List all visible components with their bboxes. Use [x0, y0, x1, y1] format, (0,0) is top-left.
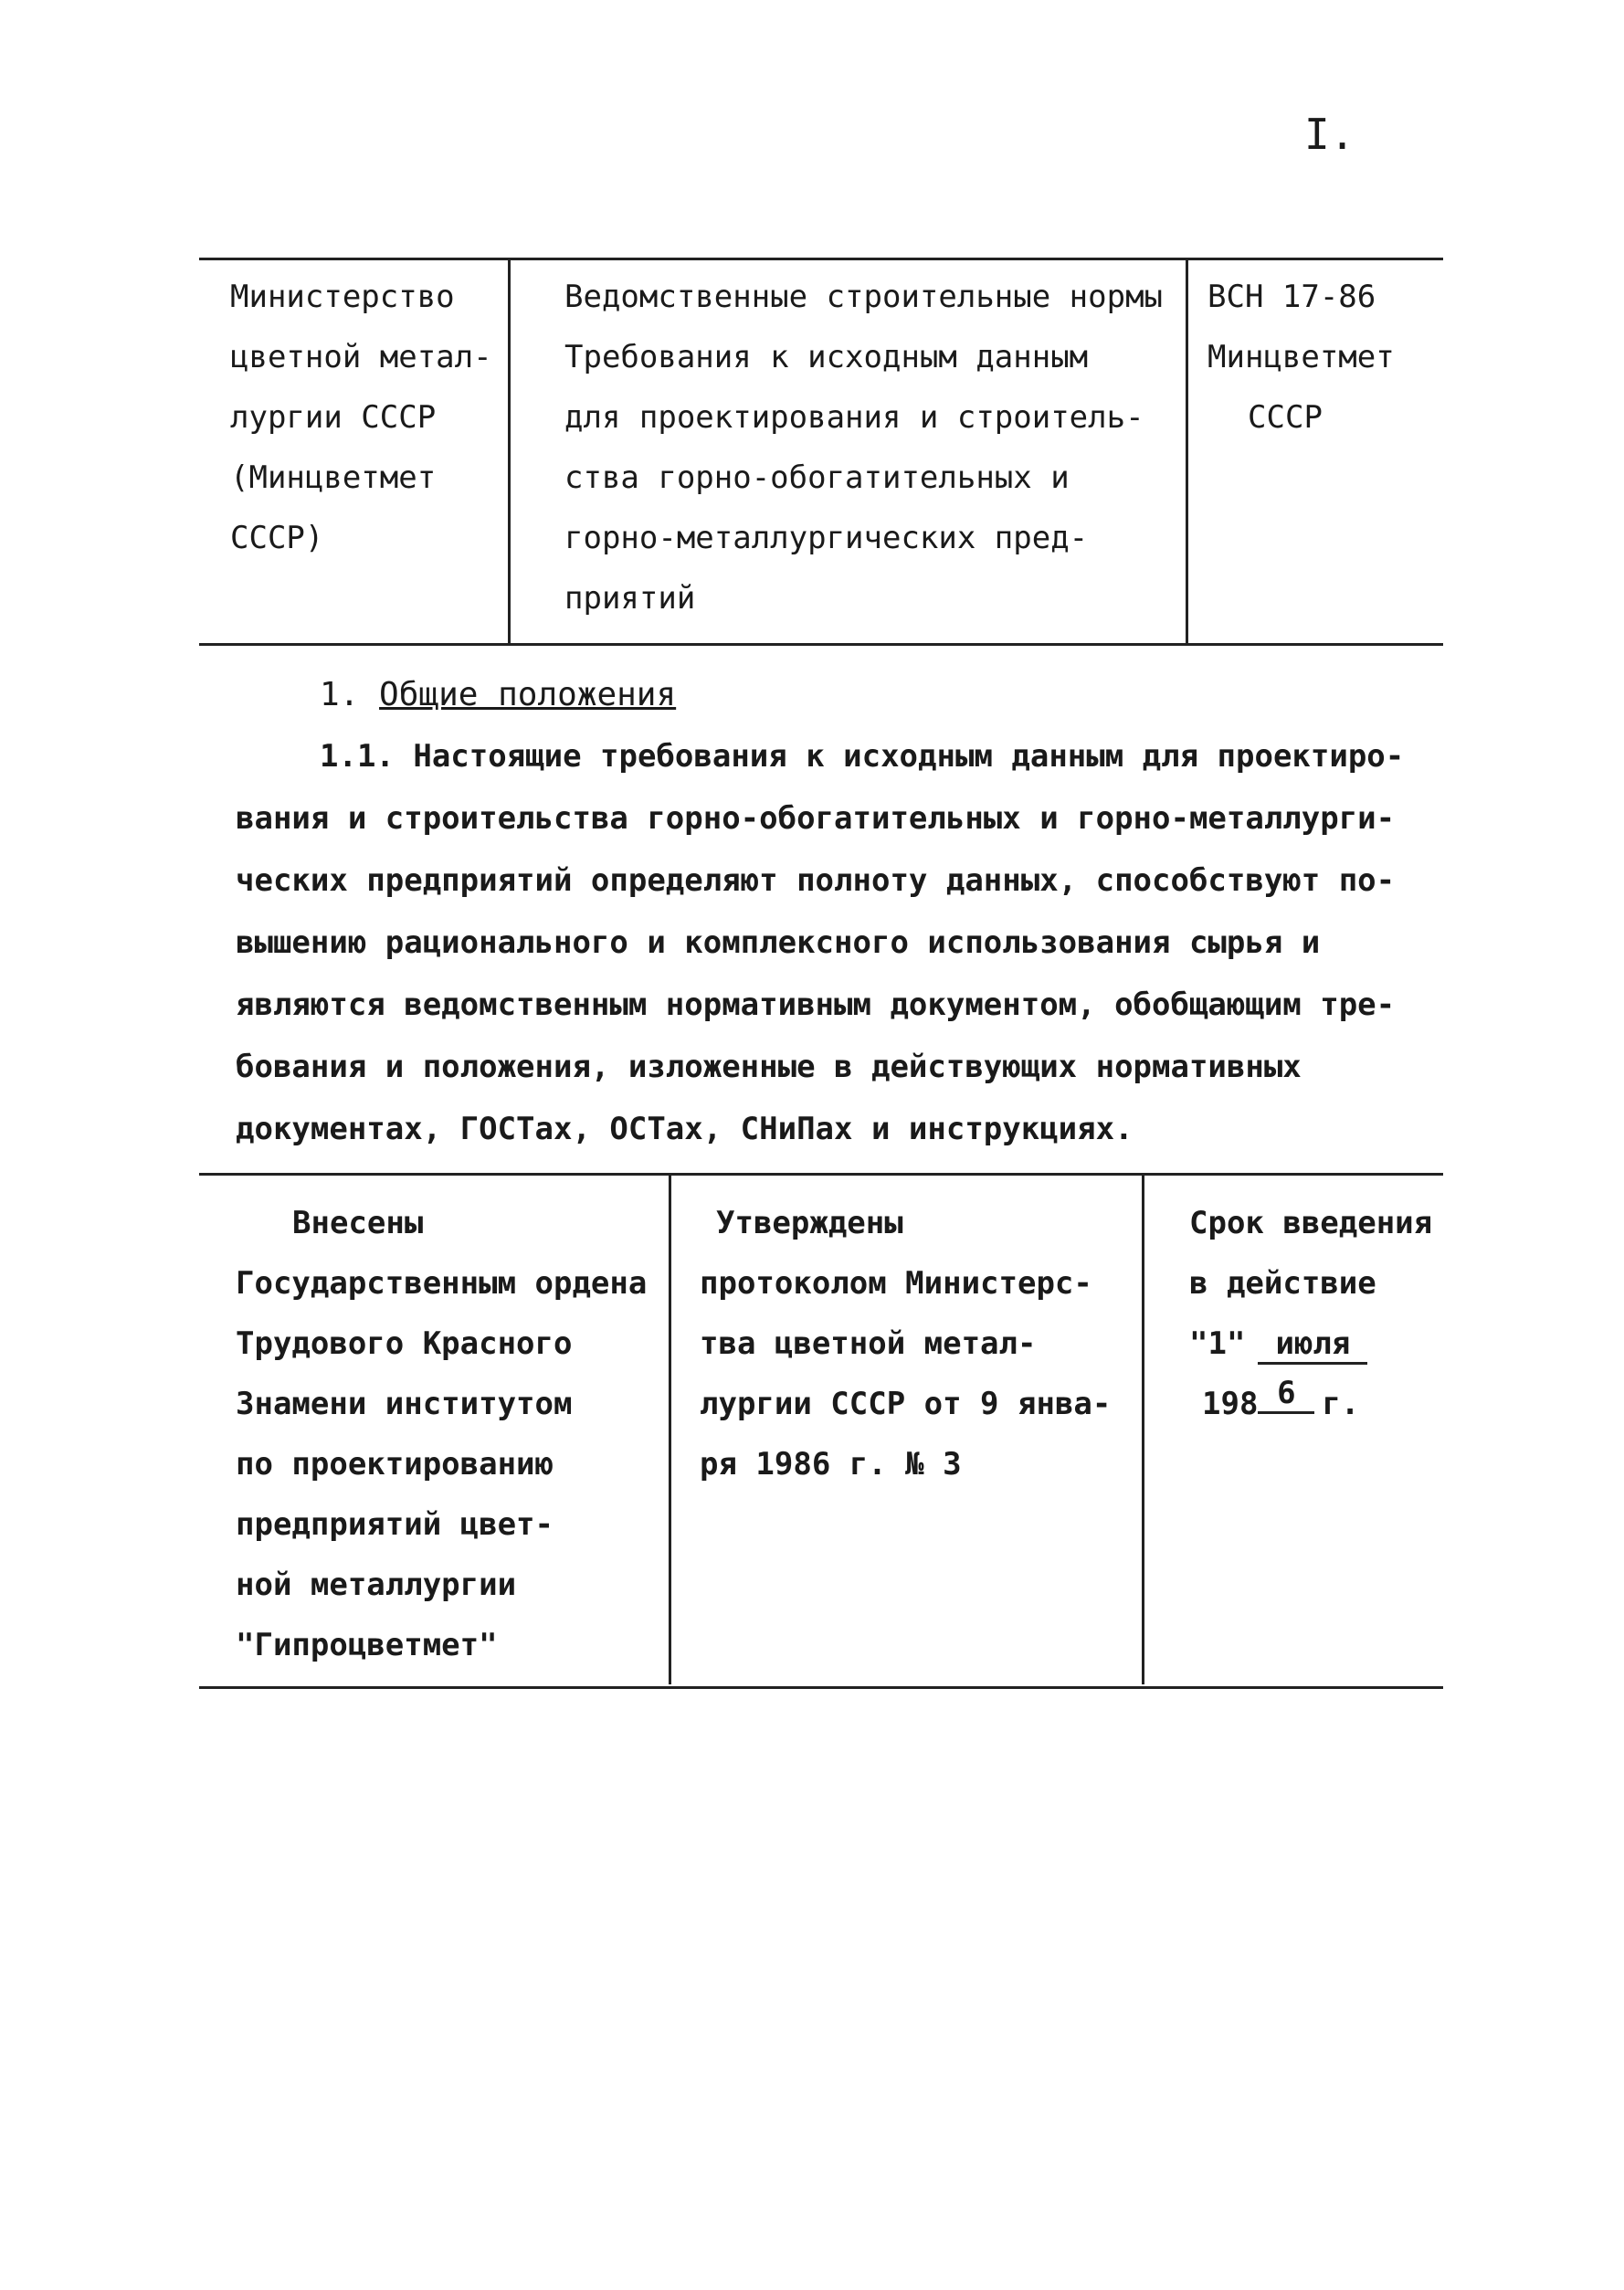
approved-title: Утверждены — [716, 1205, 903, 1241]
paragraph-line: вышению рационального и комплексного использования сырья и — [236, 924, 1321, 961]
paragraph-line: 1.1. Настоящие требования к исходным данным для проектиро- — [320, 738, 1405, 775]
document-code: ВСН 17-86 — [1207, 279, 1376, 315]
effective-year-suffix: г. — [1322, 1386, 1360, 1422]
header-bottom-rule — [199, 643, 1443, 646]
footer-divider-left — [669, 1173, 671, 1684]
footer-bottom-rule — [199, 1686, 1443, 1689]
code-org-line: Минцветмет — [1207, 339, 1395, 375]
org-line: Министерство — [230, 279, 455, 315]
introduced-line: Государственным ордена — [236, 1265, 648, 1302]
title-line: для проектирования и строитель- — [564, 399, 1144, 436]
paragraph-line: вания и строительства горно-обогатительных и горно-металлурги- — [236, 800, 1396, 837]
effective-year — [1189, 1374, 1445, 1434]
effective-day: "1" — [1189, 1325, 1246, 1362]
effective-date-block — [1189, 1193, 1445, 1434]
code-org-line: СССР — [1248, 399, 1323, 436]
effective-month: июля — [1258, 1325, 1367, 1365]
header-document-title — [564, 267, 1163, 628]
introduced-line: "Гипроцветмет" — [236, 1627, 498, 1663]
paragraph-line: бования и положения, изложенные в действующих нормативных — [236, 1049, 1302, 1085]
effective-year-prefix: 198 — [1202, 1386, 1259, 1422]
header-top-rule — [199, 258, 1443, 260]
effective-year-digit: 6 — [1258, 1375, 1314, 1414]
org-line: лургии СССР — [230, 399, 437, 436]
approved-line: лургии СССР от 9 янва- — [700, 1386, 1112, 1422]
approved-line: протоколом Министерс- — [700, 1265, 1092, 1302]
title-line: приятий — [564, 580, 696, 617]
introduced-title: Внесены — [292, 1205, 424, 1241]
introduced-line: по проектированию — [236, 1446, 554, 1483]
header-divider-left — [508, 258, 511, 645]
effective-day-month — [1189, 1314, 1445, 1374]
header-organization — [230, 267, 492, 568]
introduced-by — [236, 1193, 647, 1675]
approved-line: ря 1986 г. № 3 — [700, 1446, 962, 1483]
approved-line: тва цветной метал- — [700, 1325, 1037, 1362]
approved-by — [700, 1193, 1111, 1494]
introduced-line: Знамени институтом — [236, 1386, 573, 1422]
title-line: Требования к исходным данным — [564, 339, 1089, 375]
header-divider-right — [1186, 258, 1188, 645]
paragraph-line: являются ведомственным нормативным документом, обобщающим тре- — [236, 987, 1396, 1023]
title-line: горно-металлургических пред- — [564, 520, 1089, 556]
page-number: I. — [1304, 110, 1355, 159]
section-heading — [320, 665, 676, 725]
title-line: ства горно-обогатительных и — [564, 459, 1070, 496]
introduced-line: ной металлургии — [236, 1567, 517, 1603]
effective-label: Срок введения — [1189, 1205, 1433, 1241]
introduced-line: Трудового Красного — [236, 1325, 573, 1362]
org-line: СССР) — [230, 520, 324, 556]
norm-type: Ведомственные строительные нормы — [564, 279, 1164, 315]
paragraph-line: ческих предприятий определяют полноту данных, способствуют по- — [236, 862, 1396, 899]
section-title: Общие положения — [379, 676, 677, 713]
paragraph-line: документах, ГОСТах, ОСТах, СНиПах и инструкциях. — [236, 1111, 1134, 1147]
section-number: 1. — [320, 676, 360, 713]
footer-top-rule — [199, 1173, 1443, 1176]
effective-label: в действие — [1189, 1265, 1376, 1302]
org-line: (Минцветмет — [230, 459, 437, 496]
org-line: цветной метал- — [230, 339, 492, 375]
introduced-line: предприятий цвет- — [236, 1506, 554, 1543]
paragraph-1-1 — [236, 725, 1441, 1160]
header-code-block — [1207, 267, 1436, 448]
footer-divider-right — [1142, 1173, 1144, 1684]
